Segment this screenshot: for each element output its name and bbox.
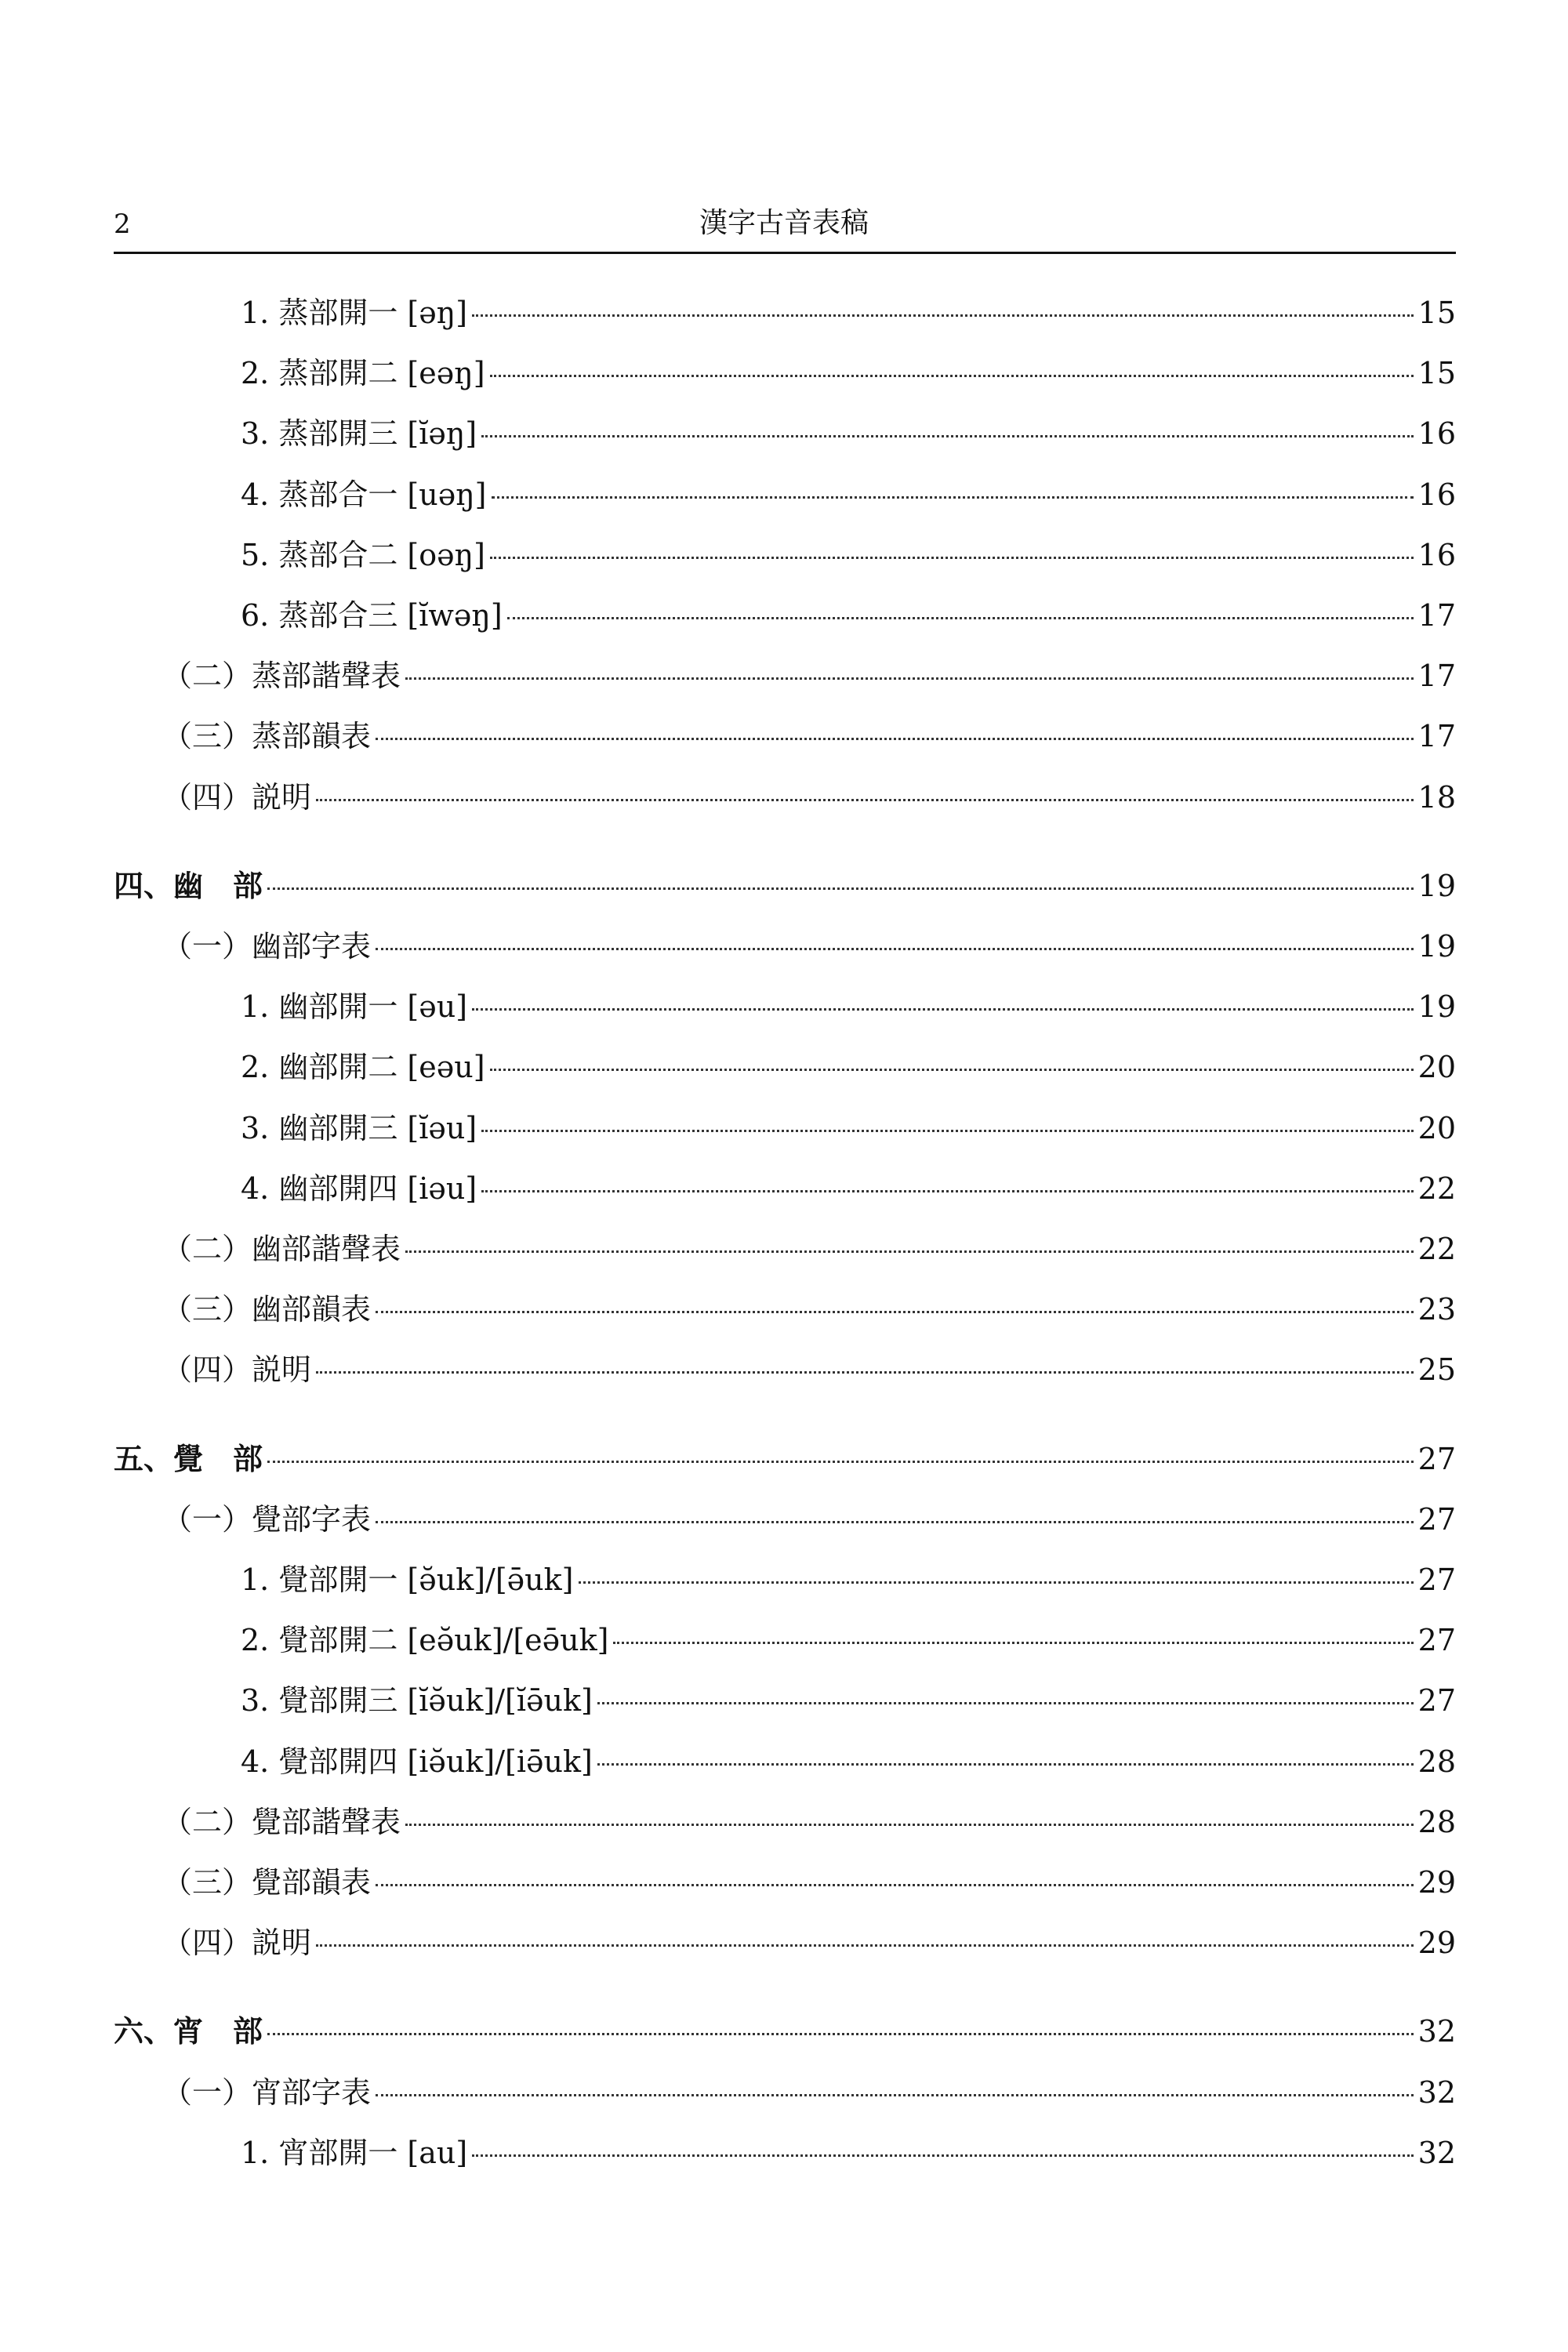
- toc-subsection-entry[interactable]: [162, 1860, 1456, 1905]
- header-rule: [114, 252, 1456, 254]
- dot-leader: [481, 1190, 1413, 1192]
- dot-leader: [405, 1250, 1414, 1253]
- toc-item-entry[interactable]: [241, 1105, 1456, 1151]
- running-title: 漢字古音表稿: [699, 207, 869, 239]
- toc-entry-label: 2. 覺部開二 [eə̆uk]/[eə̄uk]: [241, 1623, 609, 1657]
- toc-entry-page: 16: [1417, 538, 1456, 572]
- toc-entry-page: 20: [1417, 1050, 1456, 1084]
- toc-entry-page: 32: [1417, 2136, 1456, 2170]
- toc-subsection-entry[interactable]: [162, 1347, 1456, 1392]
- dot-leader: [472, 314, 1414, 317]
- toc-item-entry[interactable]: [241, 1044, 1456, 1090]
- toc-entry-label: （二）幽部諧聲表: [162, 1232, 401, 1266]
- toc-entry-page: 27: [1417, 1683, 1456, 1718]
- dot-leader: [613, 1642, 1413, 1644]
- toc-entry-label: （四）説明: [162, 1352, 312, 1387]
- toc-item-entry[interactable]: [241, 1739, 1456, 1784]
- toc-entry-label: （四）説明: [162, 1926, 312, 1960]
- toc-entry-label: 1. 蒸部開一 [əŋ]: [241, 296, 468, 330]
- toc-item-entry[interactable]: [241, 2130, 1456, 2176]
- toc-item-entry[interactable]: [241, 411, 1456, 456]
- toc-entry-label: 2. 蒸部開二 [eəŋ]: [241, 356, 485, 390]
- toc-entry-label: （一）幽部字表: [162, 929, 372, 964]
- toc-subsection-entry[interactable]: [162, 713, 1456, 759]
- toc-entry-page: 15: [1417, 356, 1456, 390]
- toc-entry-label: 2. 幽部開二 [eəu]: [241, 1050, 485, 1084]
- toc-entry-page: 18: [1417, 780, 1456, 815]
- dot-leader: [597, 1702, 1414, 1704]
- toc-item-entry[interactable]: [241, 1617, 1456, 1663]
- toc-entry-label: 4. 蒸部合一 [uəŋ]: [241, 477, 487, 512]
- toc-item-entry[interactable]: [241, 1557, 1456, 1602]
- toc-entry-page: 32: [1417, 2014, 1456, 2049]
- toc-entry-page: 23: [1417, 1292, 1456, 1327]
- dot-leader: [376, 948, 1414, 950]
- toc-item-entry[interactable]: [241, 350, 1456, 396]
- toc-entry-label: 五、覺 部: [114, 1442, 263, 1476]
- toc-entry-label: 四、幽 部: [114, 869, 263, 903]
- toc-entry-page: 22: [1417, 1232, 1456, 1266]
- toc-item-entry[interactable]: [241, 1166, 1456, 1211]
- dot-leader: [492, 496, 1414, 499]
- running-header: [114, 202, 1454, 248]
- toc-item-entry[interactable]: [241, 290, 1456, 336]
- toc-entry-page: 28: [1417, 1805, 1456, 1839]
- dot-leader: [267, 1461, 1414, 1463]
- toc-entry-page: 25: [1417, 1352, 1456, 1387]
- toc-entry-page: 27: [1417, 1502, 1456, 1537]
- toc-entry-label: 1. 宵部開一 [au]: [241, 2136, 468, 2170]
- dot-leader: [316, 1944, 1414, 1947]
- toc-subsection-entry[interactable]: [162, 653, 1456, 699]
- dot-leader: [316, 1371, 1414, 1374]
- toc-entry-label: （四）説明: [162, 780, 312, 815]
- toc-entry-label: 5. 蒸部合二 [oəŋ]: [241, 538, 485, 572]
- toc-entry-page: 19: [1417, 869, 1456, 903]
- toc-subsection-entry[interactable]: [162, 1799, 1456, 1845]
- toc-entry-page: 17: [1417, 659, 1456, 693]
- toc-subsection-entry[interactable]: [162, 2070, 1456, 2115]
- toc-entry-page: 16: [1417, 477, 1456, 512]
- dot-leader: [376, 738, 1414, 740]
- toc-entry-label: 1. 幽部開一 [əu]: [241, 989, 468, 1024]
- toc-section-entry[interactable]: [114, 1436, 1456, 1482]
- dot-leader: [267, 2033, 1414, 2035]
- toc-entry-label: 4. 幽部開四 [iəu]: [241, 1171, 477, 1206]
- toc-entry-label: （三）幽部韻表: [162, 1292, 372, 1327]
- toc-entry-page: 19: [1417, 989, 1456, 1024]
- toc-entry-page: 28: [1417, 1744, 1456, 1779]
- toc-entry-page: 20: [1417, 1111, 1456, 1145]
- toc-section-entry[interactable]: [114, 2009, 1456, 2054]
- dot-leader: [376, 1884, 1414, 1886]
- dot-leader: [490, 557, 1414, 559]
- dot-leader: [267, 887, 1414, 890]
- dot-leader: [579, 1581, 1414, 1584]
- dot-leader: [481, 1130, 1413, 1132]
- toc-entry-label: （三）蒸部韻表: [162, 719, 372, 753]
- dot-leader: [472, 1008, 1414, 1011]
- toc-entry-label: （二）覺部諧聲表: [162, 1805, 401, 1839]
- toc-entry-label: 六、宵 部: [114, 2014, 263, 2049]
- page-number: 2: [114, 209, 131, 240]
- dot-leader: [376, 2094, 1414, 2096]
- toc-item-entry[interactable]: [241, 1678, 1456, 1723]
- dot-leader: [490, 1069, 1414, 1071]
- toc-entry-label: 4. 覺部開四 [iə̆uk]/[iə̄uk]: [241, 1744, 593, 1779]
- toc-entry-page: 17: [1417, 598, 1456, 633]
- toc-item-entry[interactable]: [241, 984, 1456, 1029]
- toc-subsection-entry[interactable]: [162, 1287, 1456, 1332]
- toc-entry-label: （一）覺部字表: [162, 1502, 372, 1537]
- toc-entry-page: 27: [1417, 1563, 1456, 1597]
- toc-entry-page: 29: [1417, 1865, 1456, 1900]
- toc-entry-label: 3. 蒸部開三 [ĭəŋ]: [241, 416, 477, 451]
- dot-leader: [507, 617, 1414, 619]
- toc-entry-label: （一）宵部字表: [162, 2075, 372, 2110]
- toc-entry-page: 16: [1417, 416, 1456, 451]
- toc-subsection-entry[interactable]: [162, 775, 1456, 820]
- toc-entry-page: 29: [1417, 1926, 1456, 1960]
- toc-item-entry[interactable]: [241, 593, 1456, 638]
- toc-entry-label: （二）蒸部諧聲表: [162, 659, 401, 693]
- dot-leader: [405, 1824, 1414, 1826]
- toc-section-entry[interactable]: [114, 863, 1456, 909]
- dot-leader: [490, 375, 1414, 377]
- dot-leader: [472, 2154, 1413, 2157]
- toc-entry-page: 27: [1417, 1623, 1456, 1657]
- toc-entry-page: 15: [1417, 296, 1456, 330]
- toc-entry-page: 27: [1417, 1442, 1456, 1476]
- toc-entry-label: 3. 幽部開三 [ĭəu]: [241, 1111, 477, 1145]
- toc-entry-page: 17: [1417, 719, 1456, 753]
- toc-entry-page: 19: [1417, 929, 1456, 964]
- dot-leader: [597, 1763, 1414, 1766]
- dot-leader: [376, 1311, 1414, 1313]
- toc-entry-page: 32: [1417, 2075, 1456, 2110]
- toc-entry-label: 6. 蒸部合三 [ĭwəŋ]: [241, 598, 503, 633]
- toc-entry-page: 22: [1417, 1171, 1456, 1206]
- toc-subsection-entry[interactable]: [162, 1920, 1456, 1965]
- toc-entry-label: 3. 覺部開三 [ĭə̆uk]/[ĭə̄uk]: [241, 1683, 593, 1718]
- toc-entry-label: （三）覺部韻表: [162, 1865, 372, 1900]
- toc-item-entry[interactable]: [241, 472, 1456, 517]
- toc-subsection-entry[interactable]: [162, 924, 1456, 969]
- dot-leader: [376, 1521, 1414, 1523]
- toc-entry-label: 1. 覺部開一 [ə̆uk]/[ə̄uk]: [241, 1563, 574, 1597]
- toc-subsection-entry[interactable]: [162, 1226, 1456, 1272]
- toc-subsection-entry[interactable]: [162, 1497, 1456, 1542]
- dot-leader: [481, 435, 1413, 437]
- toc-item-entry[interactable]: [241, 532, 1456, 578]
- dot-leader: [316, 799, 1414, 801]
- dot-leader: [405, 677, 1414, 680]
